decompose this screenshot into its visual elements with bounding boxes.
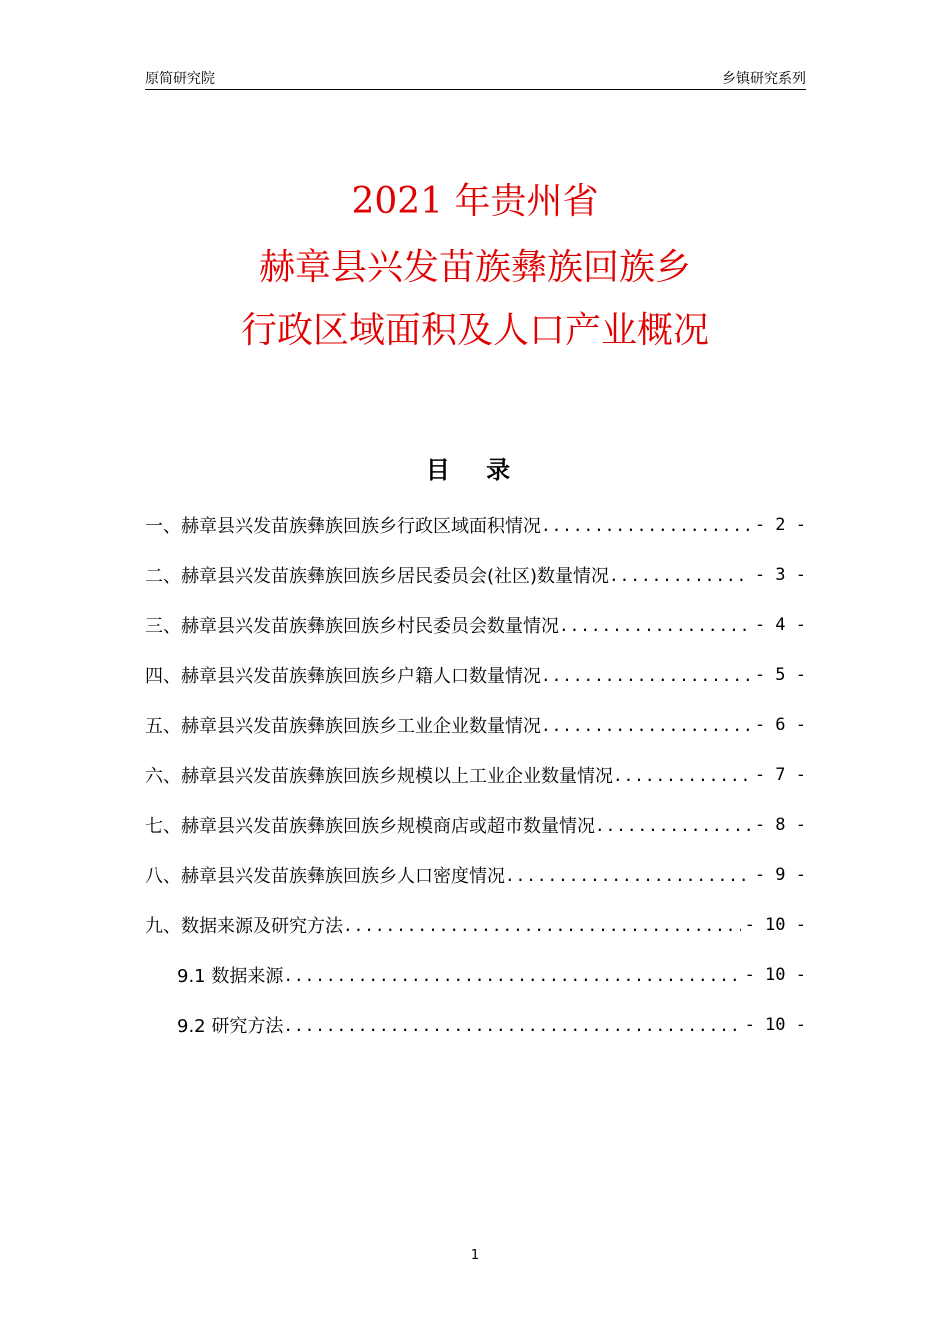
- toc-entry-7[interactable]: [145, 800, 806, 850]
- toc-entry-page: - 2 -: [754, 515, 806, 535]
- toc-entry-page: - 10 -: [744, 1015, 806, 1035]
- toc-entry-page: - 6 -: [754, 715, 806, 735]
- toc-entry-9-2[interactable]: [145, 1000, 806, 1050]
- toc-entry-label: 六、赫章县兴发苗族彝族回族乡规模以上工业企业数量情况: [145, 766, 613, 787]
- page-number: 1: [470, 1248, 480, 1263]
- toc-leader-dots: [505, 866, 751, 885]
- toc-entry-label: 七、赫章县兴发苗族彝族回族乡规模商店或超市数量情况: [145, 816, 595, 837]
- toc-leader-dots: [541, 516, 751, 535]
- toc-leader-dots: [541, 666, 751, 685]
- toc-leader-dots: [283, 966, 740, 985]
- toc-entry-label: 五、赫章县兴发苗族彝族回族乡工业企业数量情况: [145, 716, 541, 737]
- title-line-2: 赫章县兴发苗族彝族回族乡: [258, 247, 691, 288]
- title-line-1: 2021 年贵州省: [351, 181, 599, 222]
- toc-heading: 目 录: [425, 456, 525, 484]
- toc-entry-label: 一、赫章县兴发苗族彝族回族乡行政区域面积情况: [145, 516, 541, 537]
- toc-entry-4[interactable]: [145, 650, 806, 700]
- toc-entry-3[interactable]: [145, 600, 806, 650]
- toc-entry-page: - 3 -: [754, 565, 806, 585]
- toc-entry-page: - 9 -: [754, 865, 806, 885]
- title-line-3: 行政区域面积及人口产业概况: [240, 310, 709, 351]
- toc-entry-label: 9.2 研究方法: [177, 1016, 284, 1037]
- table-of-contents: [145, 500, 806, 1050]
- toc-entry-page: - 7 -: [754, 765, 806, 785]
- toc-entry-label: 二、赫章县兴发苗族彝族回族乡居民委员会(社区)数量情况: [145, 566, 610, 587]
- toc-entry-2[interactable]: [145, 550, 806, 600]
- toc-entry-page: - 10 -: [744, 965, 806, 985]
- toc-entry-6[interactable]: [145, 750, 806, 800]
- toc-entry-8[interactable]: [145, 850, 806, 900]
- header-left-text: 原简研究院: [145, 71, 215, 87]
- toc-entry-9-1[interactable]: [145, 950, 806, 1000]
- toc-entry-label: 9.1 数据来源: [177, 966, 284, 987]
- toc-leader-dots: [343, 916, 741, 935]
- toc-entry-page: - 8 -: [754, 815, 806, 835]
- toc-entry-9[interactable]: [145, 900, 806, 950]
- toc-leader-dots: [541, 716, 751, 735]
- toc-entry-page: - 10 -: [744, 915, 806, 935]
- toc-entry-page: - 5 -: [754, 665, 806, 685]
- toc-leader-dots: [283, 1016, 740, 1035]
- toc-entry-label: 四、赫章县兴发苗族彝族回族乡户籍人口数量情况: [145, 666, 541, 687]
- header-right-text: 乡镇研究系列: [722, 71, 806, 87]
- toc-entry-label: 三、赫章县兴发苗族彝族回族乡村民委员会数量情况: [145, 616, 559, 637]
- toc-entry-label: 九、数据来源及研究方法: [145, 916, 343, 937]
- toc-leader-dots: [595, 816, 751, 835]
- toc-entry-5[interactable]: [145, 700, 806, 750]
- toc-leader-dots: [559, 616, 751, 635]
- toc-entry-page: - 4 -: [754, 615, 806, 635]
- toc-entry-1[interactable]: [145, 500, 806, 550]
- toc-leader-dots: [609, 566, 751, 585]
- page-header: [145, 66, 806, 90]
- toc-entry-label: 八、赫章县兴发苗族彝族回族乡人口密度情况: [145, 866, 505, 887]
- toc-leader-dots: [613, 766, 751, 785]
